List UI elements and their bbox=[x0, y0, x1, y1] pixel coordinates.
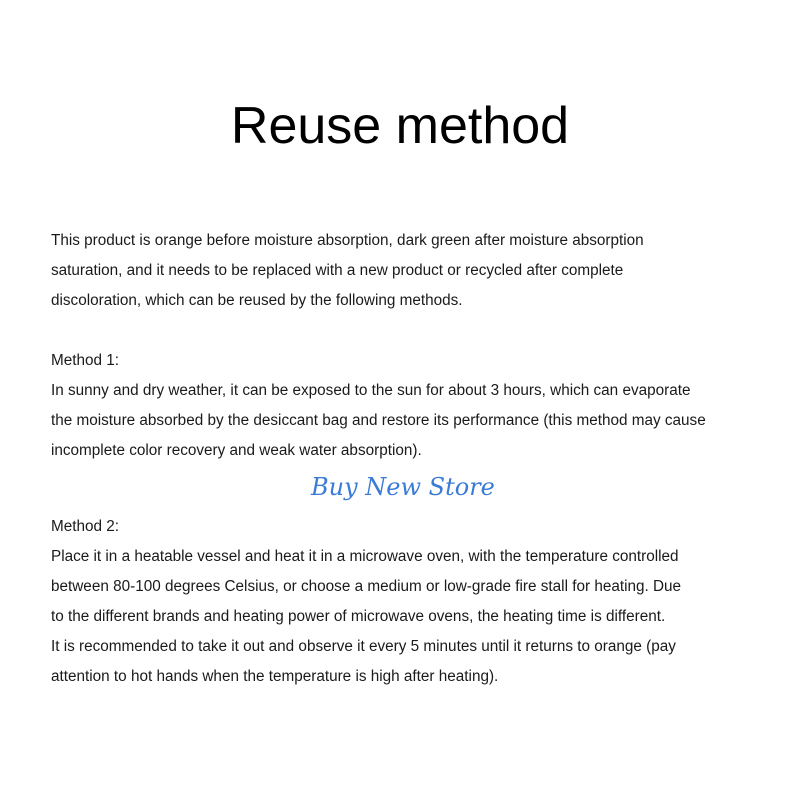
method-2-line: It is recommended to take it out and observe it every 5 minutes until it returns to orange (pay bbox=[51, 638, 676, 655]
method-1-line: the moisture absorbed by the desiccant bag and restore its performance (this method may cause bbox=[51, 412, 706, 429]
method-2-line: between 80-100 degrees Celsius, or choose a medium or low-grade fire stall for heating. Due bbox=[51, 578, 682, 595]
intro-line: saturation, and it needs to be replaced with a new product or recycled after complete bbox=[51, 262, 624, 279]
intro-line: This product is orange before moisture absorption, dark green after moisture absorption bbox=[51, 232, 644, 249]
method-2-heading: Method 2: bbox=[51, 518, 120, 535]
method-1-heading: Method 1: bbox=[51, 352, 120, 369]
method-1-line: incomplete color recovery and weak water absorption). bbox=[51, 442, 422, 459]
page-title: Reuse method bbox=[230, 97, 570, 155]
method-2-section bbox=[51, 512, 681, 692]
method-1-section bbox=[51, 346, 706, 466]
intro-paragraph bbox=[51, 226, 644, 316]
method-1-line: In sunny and dry weather, it can be exposed to the sun for about 3 hours, which can evaporate bbox=[51, 382, 691, 399]
method-2-line: to the different brands and heating power of microwave ovens, the heating time is different. bbox=[51, 608, 666, 625]
method-2-line: Place it in a heatable vessel and heat it in a microwave oven, with the temperature controlled bbox=[51, 548, 679, 565]
intro-line: discoloration, which can be reused by the following methods. bbox=[51, 292, 463, 309]
store-watermark: Buy New Store bbox=[311, 473, 495, 501]
method-2-line: attention to hot hands when the temperature is high after heating). bbox=[51, 668, 499, 685]
